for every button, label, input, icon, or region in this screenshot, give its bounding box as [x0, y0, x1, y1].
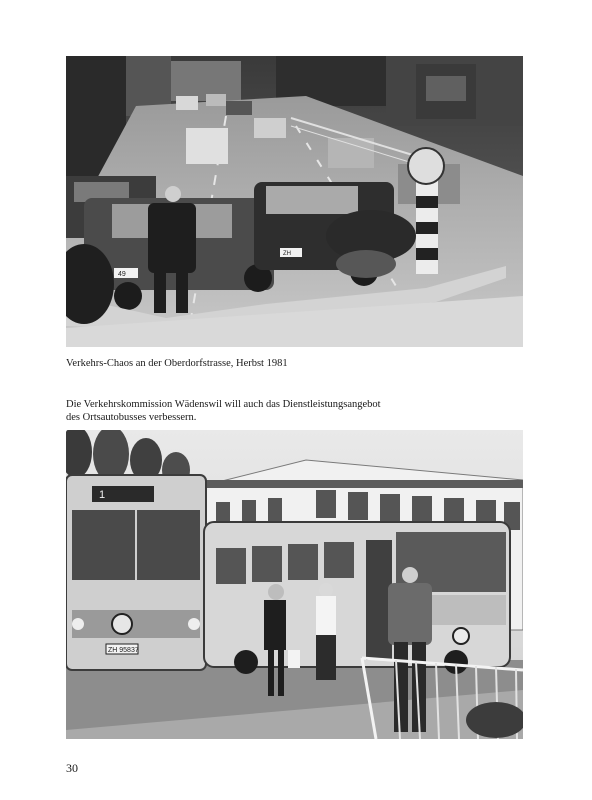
traffic-street-photo	[66, 56, 523, 347]
bottom-caption-line-1: Die Verkehrskommission Wädenswil will auch das Dienstleistungsangebot	[66, 399, 381, 410]
left-bus-destination-number: 1	[99, 489, 106, 501]
traffic-street-illustration	[66, 56, 523, 347]
left-car-plate: 49	[118, 271, 126, 278]
bus-station-photo	[66, 430, 523, 739]
bus-station-illustration	[66, 430, 523, 739]
bottom-caption-line-2: des Ortsautobusses verbessern.	[66, 412, 197, 423]
page-number: 30	[66, 761, 78, 775]
right-car-plate: ZH	[283, 251, 291, 257]
left-bus-plate: ZH 95837	[108, 647, 139, 654]
bottom-photo-caption	[66, 398, 523, 424]
top-photo-caption: Verkehrs-Chaos an der Oberdorfstrasse, Herbst 1981	[66, 358, 288, 369]
